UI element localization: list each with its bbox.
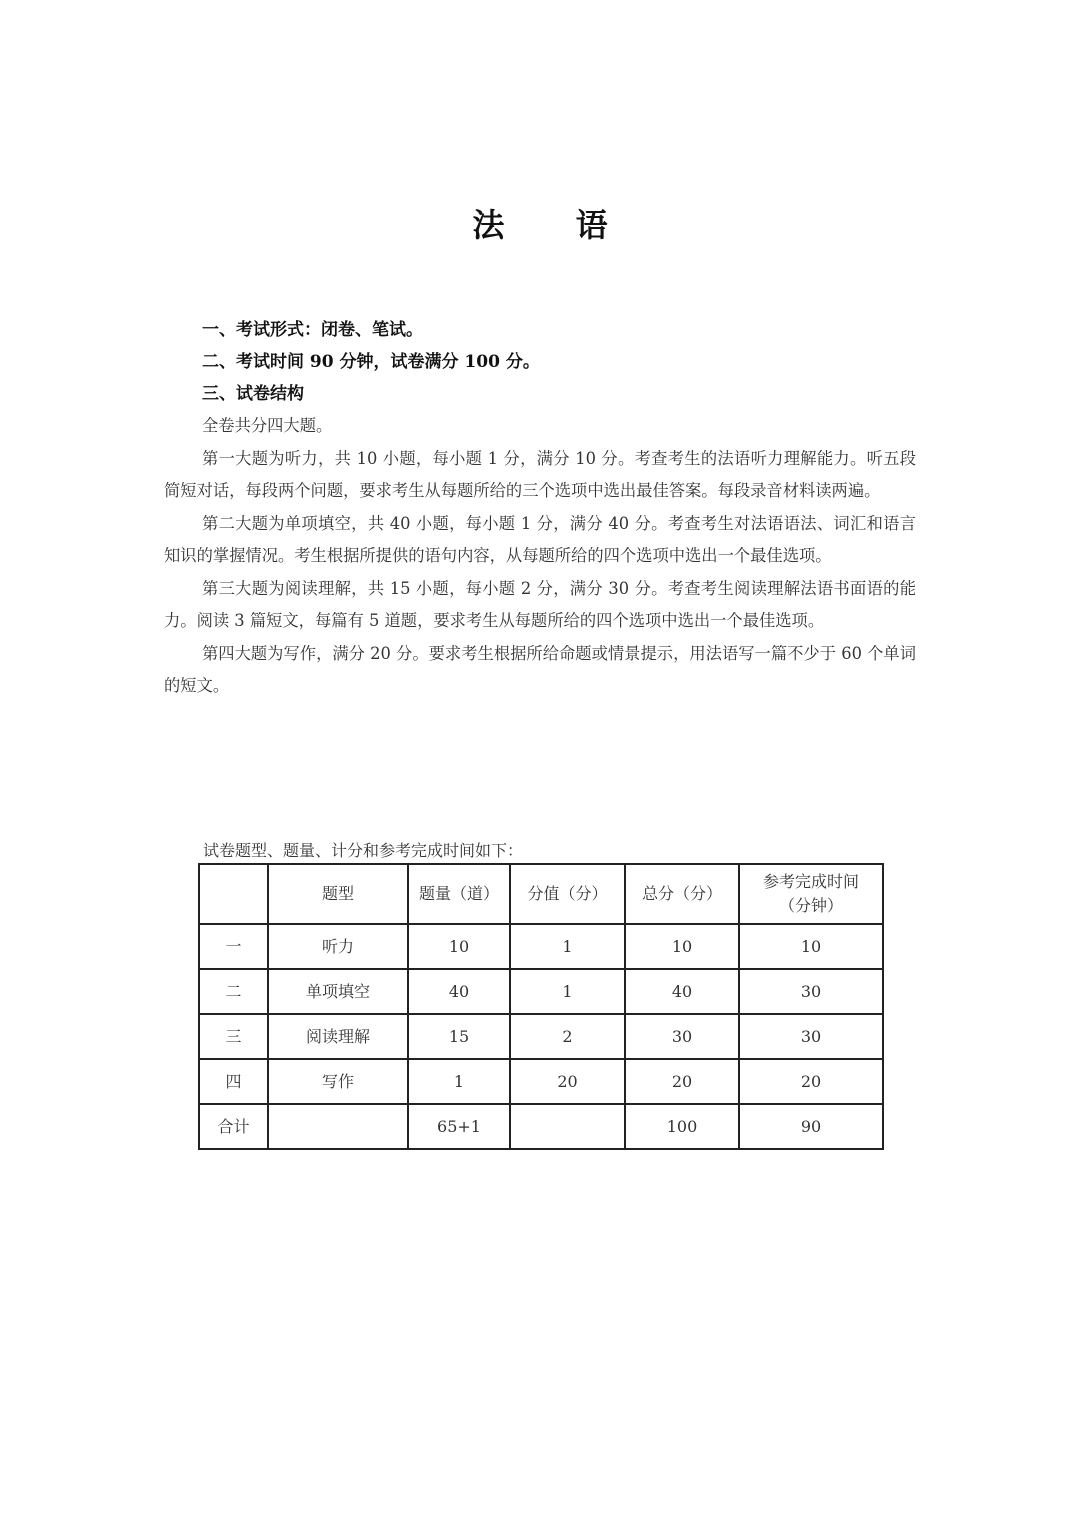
- heading-paper-structure: 三、试卷结构: [202, 384, 304, 404]
- document-title: 法 语: [472, 206, 638, 244]
- table-cell: 单项填空: [268, 969, 408, 1014]
- table-cell: 10: [408, 924, 510, 969]
- paragraph-reading: 第三大题为阅读理解，共 15 小题，每小题 2 分，满分 30 分。考查考生阅读理解法语书面语的能力。阅读 3 篇短文，每篇有 5 道题，要求考生从每题所给的四个选项中选出一个最佳选项。: [164, 578, 916, 630]
- table-cell: 20: [625, 1059, 739, 1104]
- table-cell: 20: [739, 1059, 883, 1104]
- table-row: [199, 1014, 883, 1059]
- table-cell: 三: [199, 1014, 268, 1059]
- heading-exam-time: 二、考试时间 90 分钟，试卷满分 100 分。: [202, 352, 540, 372]
- table-cell: 阅读理解: [268, 1014, 408, 1059]
- table-cell: 10: [625, 924, 739, 969]
- table-cell: 合计: [199, 1104, 268, 1149]
- table-cell: 30: [625, 1014, 739, 1059]
- heading-exam-format: 一、考试形式：闭卷、笔试。: [202, 320, 423, 340]
- table-cell: 65+1: [408, 1104, 510, 1149]
- table-cell: 20: [510, 1059, 625, 1104]
- table-cell: 1: [510, 924, 625, 969]
- header-cell: 参考完成时间（分钟）: [739, 864, 883, 924]
- header-cell: 题型: [268, 864, 408, 924]
- paragraph-listening: 第一大题为听力，共 10 小题，每小题 1 分，满分 10 分。考查考生的法语听力理解能力。听五段简短对话，每段两个问题，要求考生从每题所给的三个选项中选出最佳答案。每段录音材料读两遍。: [164, 448, 916, 500]
- table-cell: 1: [510, 969, 625, 1014]
- table-header-row: [199, 864, 883, 924]
- table-cell: 100: [625, 1104, 739, 1149]
- table-caption: 试卷题型、题量、计分和参考完成时间如下：: [203, 841, 524, 860]
- paragraph-writing: 第四大题为写作，满分 20 分。要求考生根据所给命题或情景提示，用法语写一篇不少于 60 个单词的短文。: [164, 643, 916, 695]
- table-cell: 听力: [268, 924, 408, 969]
- table-cell: 一: [199, 924, 268, 969]
- table-cell: 30: [739, 969, 883, 1014]
- table-cell: 10: [739, 924, 883, 969]
- table-row: [199, 924, 883, 969]
- table-cell: [268, 1104, 408, 1149]
- table-row: [199, 969, 883, 1014]
- header-cell: [199, 864, 268, 924]
- table-cell: 写作: [268, 1059, 408, 1104]
- header-cell: 总分（分）: [625, 864, 739, 924]
- table-cell: 2: [510, 1014, 625, 1059]
- table-row: [199, 1059, 883, 1104]
- exam-structure-table: [198, 863, 884, 1150]
- intro-text: 全卷共分四大题。: [202, 416, 333, 435]
- table-cell: 1: [408, 1059, 510, 1104]
- header-cell: 分值（分）: [510, 864, 625, 924]
- header-cell: 题量（道）: [408, 864, 510, 924]
- table-cell: 90: [739, 1104, 883, 1149]
- table-cell: 40: [625, 969, 739, 1014]
- table-cell: 30: [739, 1014, 883, 1059]
- document-body: [164, 314, 916, 703]
- table-cell: 二: [199, 969, 268, 1014]
- table-cell: 四: [199, 1059, 268, 1104]
- paragraph-fill-in: 第二大题为单项填空，共 40 小题，每小题 1 分，满分 40 分。考查考生对法语语法、词汇和语言知识的掌握情况。考生根据所提供的语句内容，从每题所给的四个选项中选出一个最佳选项。: [164, 513, 916, 565]
- table-cell: 40: [408, 969, 510, 1014]
- table-cell: 15: [408, 1014, 510, 1059]
- table-row-total: [199, 1104, 883, 1149]
- table-cell: [510, 1104, 625, 1149]
